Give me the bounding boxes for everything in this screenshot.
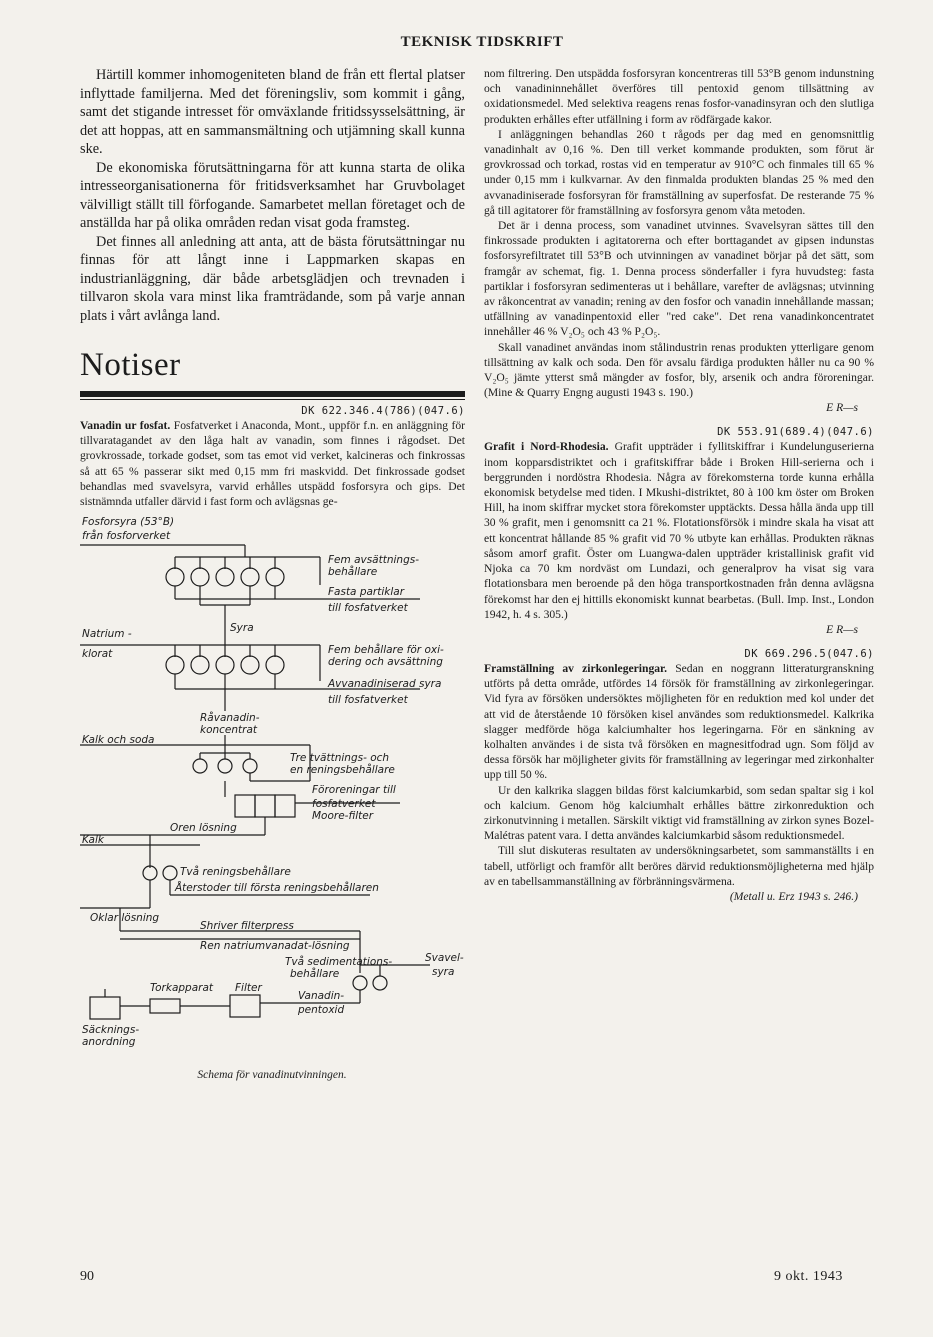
diagram-label: Moore-filter bbox=[312, 810, 374, 823]
diagram-label: Ren natriumvanadat-lösning bbox=[200, 940, 350, 953]
diagram-label: behållare bbox=[328, 566, 378, 579]
right-column bbox=[484, 66, 874, 904]
article-paragraph: Till slut diskuteras resultaten av undersökningsarbetet, som sammanställts i en tabell, utförligt och framför allt beröres därvid reduktionsmöjligheterna med hjälp av en tabellsammanställning av förbränningsvärmena. bbox=[484, 844, 874, 888]
diagram-label: Natrium - bbox=[82, 628, 132, 641]
diagram-label: till fosfatverket bbox=[328, 694, 408, 707]
diagram-label: till fosfatverket bbox=[328, 602, 408, 615]
dk-classification: DK 669.296.5(047.6) bbox=[744, 647, 874, 660]
article-heading: Framställning av zirkonlegeringar. bbox=[484, 661, 668, 675]
article-paragraph: I anläggningen behandlas 260 t rågods per dag med en genomsnittlig vanadinhalt av 0,16 %. Den till verket kommande produkten, som förut är grovkrossad och torkad, rostas vid en temperatur av 910°C och finmales till 65 % under 0,15 mm i kulkvarnar. Av den finmalda produkten blandas 25 % med den avvanadiniserade fosforsyran för framställning av superfosfat. De resterande 75 % gå till agitatorer för framställning av fosforsyra genom våta metoden. bbox=[484, 127, 874, 217]
issue-date: 9 okt. 1943 bbox=[774, 1269, 843, 1284]
article-body: Fosfatverket i Anaconda, Mont., uppför f.n. en anläggning för tillvaratagandet av den låga halt av vanadin, som finnes i rågodset. Det grovkrossade, torkade godset, som tas emot vid verket, kalcineras och finkrossas så att 65 % passerar sikt med 0,15 mm fri maskvidd. Det finkrossade godset behandlas med svavelsyra, varvid erhålles utspädd fosforsyra och gips. Det sistnämnda utfaller därvid i fast form och avlägsnas ge- bbox=[80, 419, 465, 509]
section-rule-thick bbox=[80, 391, 465, 397]
diagram-label: Svavel- bbox=[425, 952, 464, 965]
section-gap bbox=[484, 415, 874, 425]
section-gap bbox=[484, 637, 874, 647]
diagram-label: från fosforverket bbox=[82, 530, 171, 543]
intro-paragraph: De ekonomiska förutsättningarna för att kunna starta de olika intresseorganisationerna för fritidsverksamhet har Gruvbolaget välvilligt ställt till förfogande. Samarbetet mellan företaget och de anställda har på olika områden redan visat goda framsteg. bbox=[80, 159, 465, 231]
dk-classification: DK 553.91(689.4)(047.6) bbox=[717, 426, 874, 439]
diagram-label: Säcknings- bbox=[82, 1024, 140, 1037]
intro-text bbox=[80, 66, 465, 325]
article-paragraph: Ur den kalkrika slaggen bildas först kalciumkarbid, som sedan spaltar sig i kol och kalcium. Genom hög kalciumhalt erhålles bättre zirkonreduktion och zirkonutvinning i metallen. Särskilt viktigt vid framställning av zirkon synes Bozel-Malétras patent vara. I detta användes kalciumkarbid såsom reduktionsmedel. bbox=[484, 783, 874, 843]
diagram-label: Två sedimentations- bbox=[285, 956, 393, 969]
diagram-label: Oklar lösning bbox=[90, 912, 160, 925]
flow-diagram bbox=[80, 513, 465, 1093]
diagram-label: klorat bbox=[82, 648, 113, 661]
author-signature: E R—s bbox=[826, 401, 858, 415]
diagram-label: koncentrat bbox=[200, 724, 258, 737]
page-number: 90 bbox=[80, 1269, 94, 1284]
section-title: Notiser bbox=[80, 347, 181, 383]
diagram-label: Syra bbox=[230, 622, 254, 635]
diagram-label: pentoxid bbox=[298, 1004, 345, 1017]
diagram-label: Råvanadin- bbox=[200, 712, 260, 725]
diagram-label: Shriver filterpress bbox=[200, 920, 294, 933]
diagram-label: Fosforsyra (53°B) bbox=[82, 516, 175, 529]
diagram-label: Avvanadiniserad syra bbox=[328, 678, 442, 691]
diagram-label: Kalk bbox=[82, 834, 104, 847]
intro-paragraph: Härtill kommer inhomogeniteten bland de från ett flertal platser inflyttade familjerna. Med det föreningsliv, som kommit i gång, samt det stigande intresset för omväxlande fritidssysselsättning, är det att hoppas, att en sammansmältning och utjämning skall kunna ske. bbox=[80, 67, 465, 157]
intro-paragraph: Det finnes all anledning att anta, att de bästa förutsättningar nu finnas för att långt inne i Lappmarken skapas en industrianläggning, där både arbetsglädjen och trevnaden i tillvaron skola vara minst lika framträdande, som på varje annan plats i vårt avlånga land. bbox=[80, 233, 465, 324]
diagram-label: Oren lösning bbox=[170, 822, 237, 835]
dk-classification: DK 622.346.4(786)(047.6) bbox=[301, 405, 465, 417]
masthead: TEKNISK TIDSKRIFT bbox=[400, 34, 564, 50]
diagram-label: Fem behållare för oxi- bbox=[328, 644, 444, 657]
diagram-label: en reningsbehållare bbox=[290, 764, 395, 777]
diagram-label: Återstoder till första reningsbehållaren bbox=[175, 882, 379, 895]
left-column bbox=[80, 66, 465, 1093]
article-paragraph: Det är i denna process, som vanadinet utvinnes. Svavelsyran sättes till den finkrossade produkten i agitatorerna och efter borttagandet av gipsen indunstas fosforsyrefiltratet till 53°B och utvinningen av vanadinet börjar på det sätt, som framgår av schemat, fig. 1. Denna process sönderfaller i fyra huvudsteg: fasta partiklar i fosforsyran sedimenteras ut i behållare, varefter de avlägsnas; utvinning av råkoncentrat av vanadin; rening av den fosfor och vanadin innehållande massan; utfällning av vanadinpentoxid eller "red cake". Det rena vanadinkoncentratet innehåller 46 % V₂O₅ och 43 % P₂O₅. bbox=[484, 219, 874, 339]
article-body: Sedan en noggrann litteraturgranskning utförts på detta område, utfördes 14 försök för framställning av zirkonlegeringar. Vid fyra av försöken undersöktes möjligheten för en reduktion med kol under det att vid de återstående 10 försöken kisel användes som reduktionsmedel. Kalkrika slagger medförde höga kalciumhalter hos legeringarna. För en sänkning av kolhalten användes i de sista två försöken en magnesitfodrad ugn. Som följd av dessa försök har möjligheter givits för framställning av legeringar med zirkonhalter upp till 50 %. bbox=[484, 661, 874, 782]
diagram-label: Föroreningar till bbox=[312, 784, 396, 797]
diagram-label: Torkapparat bbox=[150, 982, 214, 995]
author-signature: E R—s bbox=[826, 622, 858, 636]
diagram-label: syra bbox=[432, 966, 455, 979]
article-vanadin bbox=[80, 404, 465, 509]
diagram-label: Två reningsbehållare bbox=[180, 866, 291, 879]
diagram-label: Fem avsättnings- bbox=[328, 554, 420, 567]
article-text bbox=[80, 418, 465, 509]
diagram-label: anordning bbox=[82, 1036, 136, 1049]
article-text bbox=[484, 439, 874, 621]
section-rule-thin bbox=[80, 399, 465, 400]
diagram-label: fosfatverket bbox=[312, 798, 376, 811]
source-reference: (Metall u. Erz 1943 s. 246.) bbox=[729, 889, 858, 903]
article-text bbox=[484, 661, 874, 783]
article-heading: Grafit i Nord-Rhodesia. bbox=[484, 440, 609, 454]
article-paragraph: nom filtrering. Den utspädda fosforsyran koncentreras till 53°B genom indunstning och vanadininnehållet överföres till pentoxid genom tillsättning av oxidationsmedel. Med selektiva reagens renas fosfor-vanadinsyran och den slutliga produkten erhålles efter utfällning i form av rödfärgade kakor. bbox=[484, 67, 874, 126]
article-paragraph: Skall vanadinet användas inom stålindustrin renas produkten ytterligare genom tillsättning av kalk och soda. Den för avsalu färdiga produkten håller nu ca 90 % V₂O₅ jämte ytterst små mängder av fosfor, bly, arsenik och andra föroreningar. (Mine & Quarry Engng augusti 1943 s. 190.) bbox=[484, 340, 874, 400]
diagram-label: Vanadin- bbox=[298, 990, 345, 1003]
diagram-label: Fasta partiklar bbox=[328, 586, 405, 599]
diagram-caption: Schema för vanadinutvinningen. bbox=[197, 1069, 347, 1082]
diagram-label: Tre tvättnings- och bbox=[290, 752, 390, 765]
diagram-label: behållare bbox=[290, 968, 340, 981]
article-body: Grafit uppträder i fyllitskiffrar i Kundelunguserierna inom kopparsdistriktet och i grafitskiffrar både i Broken Hill-serierna och i berggrunden i nordöstra Rhodesia. Några av förekomsterna torde kunna erhålla ekonomisk betydelse med tiden. I Mkushi-distriktet, 80 à 100 km öster om Broken Hill, ha inom skiffrar mycket stora förekomster upptäckts. Dessa hålla ända upp till 30 % grafit, men i genomsnitt ca 21 %. Flotationsförsök i mindre skala ha visat att ett koncentrat hållande 85 % grafit vid 70 % utbyte kan erhållas. Produkten räknas såsom amorf grafit. Öster om Luangwa-dalen uppträder kristallinisk grafit vid Njoka ca 70 km nordväst om Lundazi, och generalprov ha visat sig vara flotationsbara men beroende på den höga transportkostnaden från denna avlägsna förekomst har den ej hittills ekonomiskt kunnat bearbetas. (Bull. Imp. Inst., London 1942, h. 4 s. 305.) bbox=[484, 440, 875, 621]
diagram-label: Filter bbox=[235, 982, 262, 995]
diagram-label: dering och avsättning bbox=[328, 656, 443, 669]
diagram-label: Kalk och soda bbox=[82, 734, 155, 747]
article-heading: Vanadin ur fosfat. bbox=[80, 419, 171, 432]
